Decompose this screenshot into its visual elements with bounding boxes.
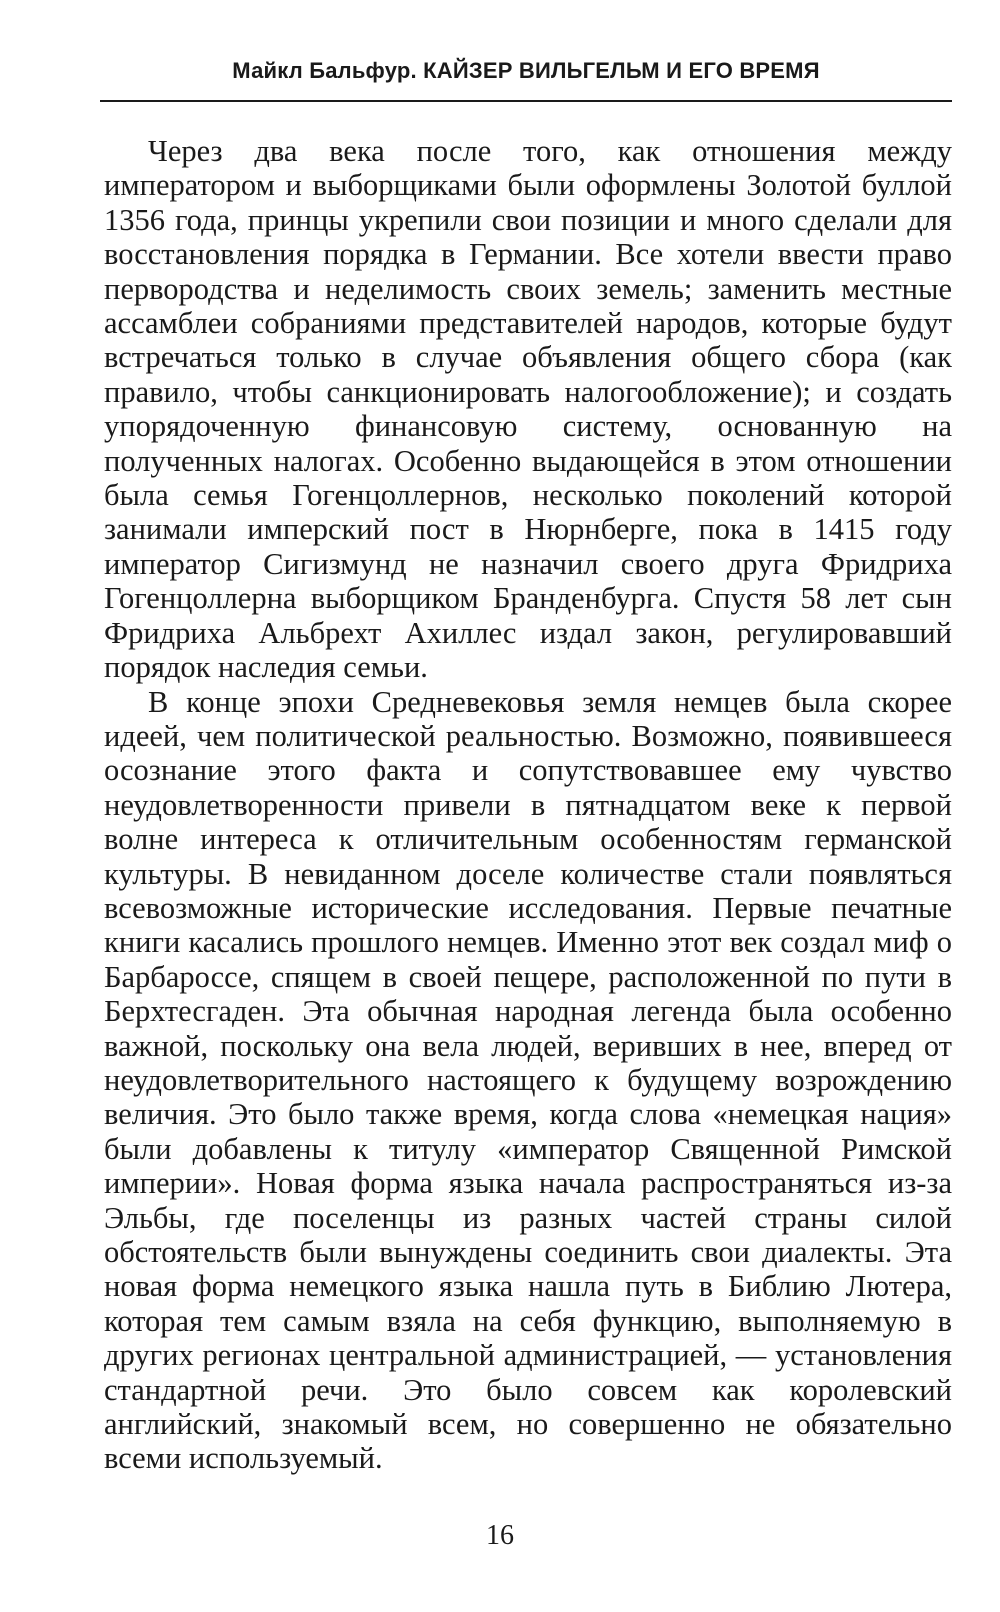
body-text [104,134,952,1476]
header-rule [100,100,952,102]
paragraph-1: Через два века после того, как отношения между императором и выборщиками были оформлены Золотой буллой 1356 года, принцы укрепили свои позиции и много сделали для восстановления порядка в Германии. Все хотели ввести право первородства и неделимость своих земель; заменить местные ассамблеи собраниями представителей народов, которые будут встречаться только в случае объявления общего сбора (как правило, чтобы санкционировать налогообложение); и создать упорядоченную финансовую систему, основанную на полученных налогах. Особенно выдающейся в этом отношении была семья Гогенцоллернов, несколько поколений которой занимали имперский пост в Нюрнберге, пока в 1415 году император Сигизмунд не назначил своего друга Фридриха Гогенцоллерна выборщиком Бранденбурга. Спустя 58 лет сын Фридриха Альбрехт Ахиллес издал закон, регулировавший порядок наследия семьи. [104,134,952,685]
page-number: 16 [486,1520,514,1551]
running-title: Майкл Бальфур. КАЙЗЕР ВИЛЬГЕЛЬМ И ЕГО ВРЕМЯ [232,58,820,83]
paragraph-2: В конце эпохи Средневековья земля немцев была скорее идеей, чем политической реальностью. Возможно, появившееся осознание этого факта и сопутствовавшее ему чувство неудовлетворенности привели в пятнадцатом веке к первой волне интереса к отличительным особенностям германской культуры. В невиданном доселе количестве стали появляться всевозможные исторические исследования. Первые печатные книги касались прошлого немцев. Именно этот век создал миф о Барбароссе, спящем в своей пещере, расположенной по пути в Берхтесгаден. Эта обычная народная легенда была особенно важной, поскольку она вела людей, веривших в нее, вперед от неудовлетворительного настоящего к будущему возрождению величия. Это было также время, когда слова «немецкая нация» были добавлены к титулу «император Священной Римской империи». Новая форма языка начала распространяться из-за Эльбы, где поселенцы из разных частей страны силой обстоятельств были вынуждены соединить свои диалекты. Эта новая форма немецкого языка нашла путь в Библию Лютера, которая тем самым взяла на себя функцию, выполняемую в других регионах центральной администрацией, — установления стандартной речи. Это было совсем как королевский английский, знакомый всем, но совершенно не обязательно всеми используемый. [104,684,952,1476]
